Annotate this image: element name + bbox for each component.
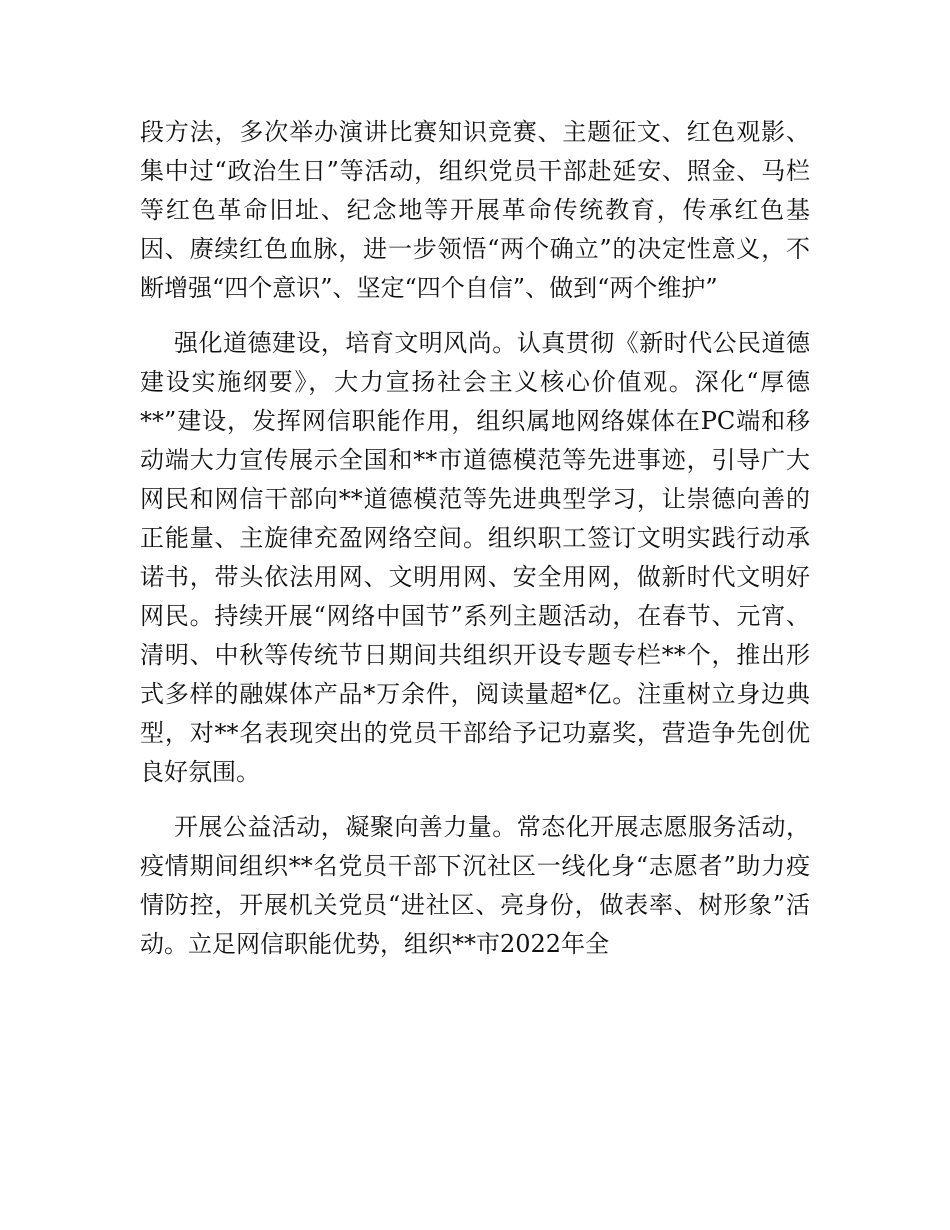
paragraph-moral-construction: 强化道德建设，培育文明风尚。认真贯彻《新时代公民道德建设实施纲要》，大力宣扬社会主义核心价值观。深化“厚德**”建设，发挥网信职能作用，组织属地网络媒体在PC端和移动端大力宣传展示全国和**市道德模范等先进事迹，引导广大网民和网信干部向**道德模范等先进典型学习，让崇德向善的正能量、主旋律充盈网络空间。组织职工签订文明实践行动承诺书，带头依法用网、文明用网、安全用网，做新时代文明好网民。持续开展“网络中国节”系列主题活动，在春节、元宵、清明、中秋等传统节日期间共组织开设专题专栏**个，推出形式多样的融媒体产品*万余件，阅读量超*亿。注重树立身边典型，对**名表现突出的党员干部给予记功嘉奖，营造争先创优良好氛围。 [140,329,810,786]
paragraph-continued: 段方法，多次举办演讲比赛知识竞赛、主题征文、红色观影、集中过“政治生日”等活动，组织党员干部赴延安、照金、马栏等红色革命旧址、纪念地等开展革命传统教育，传承红色基因、赓续红色血脉，进一步领悟“两个确立”的决定性意义，不断增强“四个意识”、坚定“四个自信”、做到“两个维护” [140,118,810,302]
paragraph-public-welfare: 开展公益活动，凝聚向善力量。常态化开展志愿服务活动，疫情期间组织**名党员干部下沉社区一线化身“志愿者”助力疫情防控，开展机关党员“进社区、亮身份，做表率、树形象”活动。立足网信职能优势，组织**市2022年全 [140,813,810,958]
document-body [140,113,810,964]
